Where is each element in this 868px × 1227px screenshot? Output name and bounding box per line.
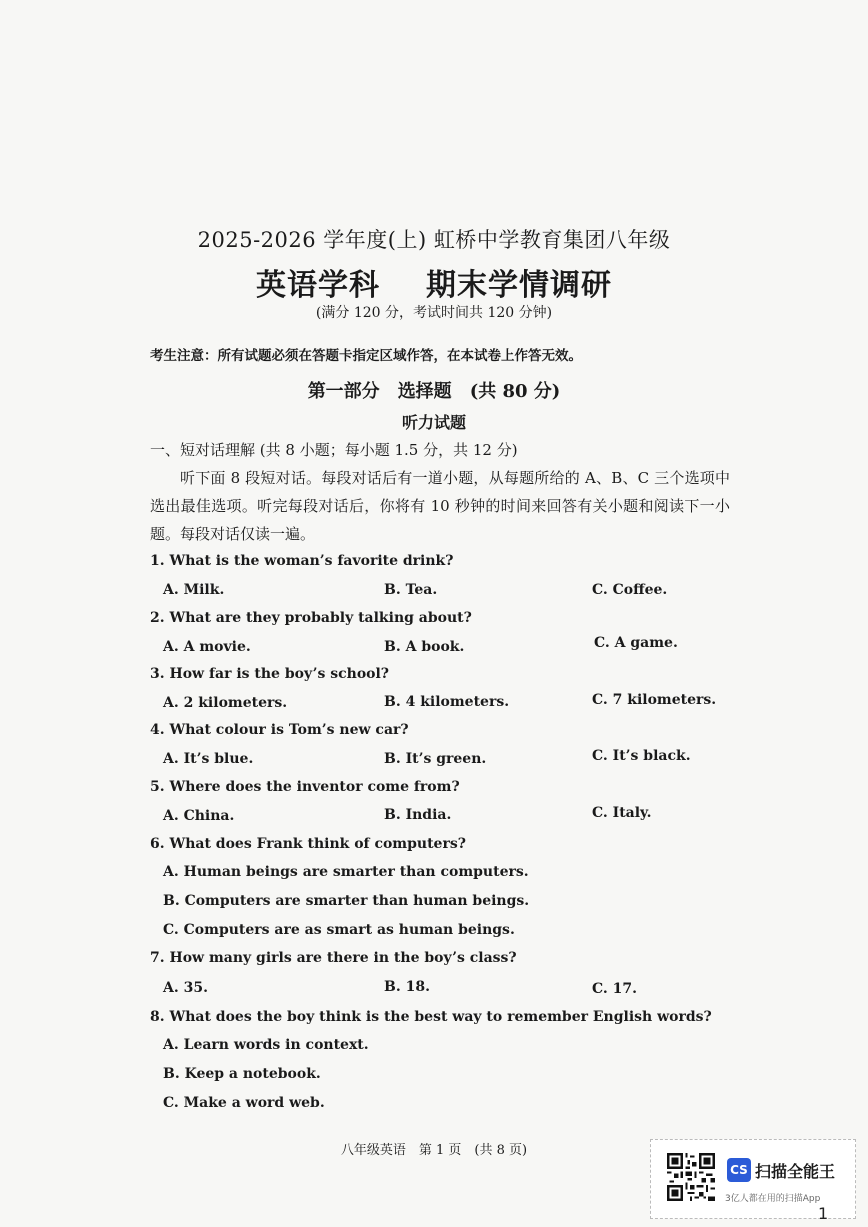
option-a: A. 2 kilometers. xyxy=(163,695,288,711)
option-c: C. 17. xyxy=(592,981,638,997)
scanner-brand-name: 扫描全能王 xyxy=(755,1162,836,1181)
option-c: C. Coffee. xyxy=(592,582,668,598)
option-a: A. 35. xyxy=(163,980,208,996)
question-2: 2. What are they probably talking about? xyxy=(150,610,472,626)
section-heading: 一、短对话理解 (共 8 小题；每小题 1.5 分，共 12 分) xyxy=(150,441,518,459)
exam-subtitle: (满分 120 分，考试时间共 120 分钟) xyxy=(315,305,553,321)
question-4: 4. What colour is Tom’s new car? xyxy=(150,722,409,738)
scanner-tagline: 3亿人都在用的扫描App xyxy=(725,1194,821,1204)
part-heading xyxy=(0,377,868,403)
option-c: C. A game. xyxy=(594,635,678,651)
option-b: B. It’s green. xyxy=(384,751,487,767)
option-b: B. 4 kilometers. xyxy=(384,694,510,710)
question-1: 1. What is the woman’s favorite drink? xyxy=(150,553,454,569)
candidate-notice: 考生注意：所有试题必须在答题卡指定区域作答，在本试卷上作答无效。 xyxy=(150,348,582,364)
question-6: 6. What does Frank think of computers? xyxy=(150,836,466,852)
option-b: B. Tea. xyxy=(384,582,438,598)
option-b: B. A book. xyxy=(384,639,465,655)
exam-title-line2 xyxy=(0,260,868,304)
option-c: C. Italy. xyxy=(592,805,652,821)
listening-title: 听力试题 xyxy=(401,413,466,432)
option-b: B. 18. xyxy=(384,979,430,995)
option-b: B. Computers are smarter than human beings. xyxy=(163,893,530,909)
question-7: 7. How many girls are there in the boy’s class? xyxy=(150,950,517,966)
part-score: (共 80 分) xyxy=(469,381,561,402)
page-footer: 八年级英语 第 1 页 (共 8 页) xyxy=(340,1143,528,1158)
camscanner-logo-icon: CS xyxy=(727,1158,751,1182)
section-instructions: 听下面 8 段短对话。每段对话后有一道小题，从每题所给的 A、B、C 三个选项中选出最佳选项。听完每段对话后，你将有 10 秒钟的时间来回答有关小题和阅读下一小题。每段对话仅读一遍。 xyxy=(150,469,730,543)
question-3: 3. How far is the boy’s school? xyxy=(150,666,390,682)
option-a: A. A movie. xyxy=(163,639,251,655)
part-type: 选择题 xyxy=(397,381,452,402)
option-b: B. India. xyxy=(384,807,452,823)
option-c: C. 7 kilometers. xyxy=(592,692,717,708)
subject-title: 英语学科 xyxy=(256,268,380,303)
option-c: C. Computers are as smart as human beings. xyxy=(163,922,515,938)
question-5: 5. Where does the inventor come from? xyxy=(150,779,460,795)
option-a: A. China. xyxy=(163,808,235,824)
option-a: A. It’s blue. xyxy=(163,751,254,767)
option-c: C. It’s black. xyxy=(592,748,691,764)
question-8: 8. What does the boy think is the best way to remember English words? xyxy=(150,1009,712,1025)
exam-title-line1: 2025-2026 学年度(上) 虹桥中学教育集团八年级 xyxy=(197,228,671,252)
option-a: A. Learn words in context. xyxy=(163,1037,369,1053)
option-b: B. Keep a notebook. xyxy=(163,1066,321,1082)
option-a: A. Milk. xyxy=(163,582,225,598)
exam-type-title: 期末学情调研 xyxy=(426,268,612,303)
part-name: 第一部分 xyxy=(307,381,380,402)
qr-code-icon xyxy=(667,1153,715,1201)
option-c: C. Make a word web. xyxy=(163,1095,325,1111)
option-a: A. Human beings are smarter than computers. xyxy=(163,864,529,880)
page-corner-number: 1 xyxy=(818,1204,829,1223)
